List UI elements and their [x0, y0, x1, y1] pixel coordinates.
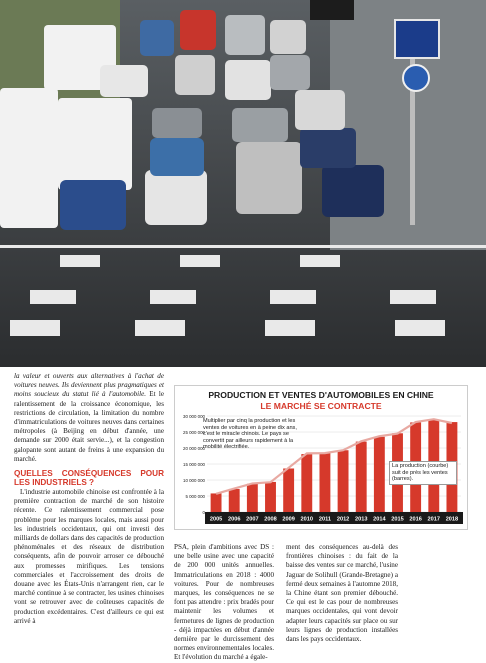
x-tick-label: 2011	[318, 516, 331, 523]
article-column-2	[174, 543, 274, 663]
bar-ventes	[338, 450, 349, 512]
x-tick-label: 2012	[336, 516, 350, 523]
sales-chart-box	[174, 385, 468, 530]
x-tick-label: 2018	[445, 516, 459, 523]
x-tick-label: 2016	[409, 516, 422, 523]
x-tick-label: 2007	[246, 516, 259, 523]
article-paragraph-3: ment des conséquences au-delà des frontières chinoises : du fait de la baisse des ventes sur ce marché, l'usine Jaguar de Solihull (Grande-Bretagne) a fermé deux semaines à l'automne 2018, la Chine étant son premier débouché. Ce qui est le cas pour de nombreuses marques occidentales, qui vont devoir adapter leurs capacités sur place ou sur leurs lignes de production installées dans les pays occidentaux.	[286, 543, 398, 644]
bar-ventes	[247, 484, 258, 512]
x-tick-label: 2008	[264, 516, 277, 523]
y-tick-label: 30 000 000	[183, 414, 205, 419]
y-tick-label: 15 000 000	[183, 462, 205, 467]
x-tick-label: 2015	[391, 516, 404, 523]
x-tick-label: 2010	[300, 516, 314, 523]
y-tick-label: 20 000 000	[183, 446, 205, 451]
article-paragraph: L'industrie automobile chinoise est confrontée à la première contraction de marché de son histoire récente. Ce ralentissement commercial pose problème pour les marques locales, mais aussi pour les industriels occidentaux, qui ont investi des milliards de dollars dans des capacités de production phénoménales et des réseaux de distribution conséquents, afin de pouvoir arroser ce débouché aux promesses mirifiques. Les tensions commerciales et l'accroissement des droits de douane avec les États-Unis n'arrangent rien, car le marché continue à se contracter, les usines chinoises vont se retrouver avec de coûteuses capacités de production excédentaires. C'est d'ailleurs ce qui est arrivé à	[14, 488, 164, 625]
x-tick-label: 2017	[427, 516, 441, 523]
x-tick-label: 2009	[282, 516, 295, 523]
section-heading: QUELLES CONSÉQUENCES POUR LES INDUSTRIELS ?	[14, 469, 164, 488]
x-tick-label: 2013	[354, 516, 368, 523]
chart-subtitle: LE MARCHÉ SE CONTRACTE	[260, 401, 382, 411]
bar-ventes	[211, 493, 222, 512]
bar-ventes	[319, 453, 330, 512]
bar-ventes	[356, 442, 367, 512]
article-lead-rest: Et le ralentissement de la croissance économique, les restrictions de circulation, la limitation du nombre d'immatriculations de voitures neuves dans certaines métropoles (à Beijing en début d'année, une demande sur 2000 était servie...), et la congestion galopante sont autant de freins à une expansion du marché.	[14, 390, 164, 463]
x-axis-band	[202, 510, 463, 524]
article-column-1	[14, 372, 164, 626]
bar-ventes	[374, 437, 385, 512]
article-paragraph-2: PSA, plein d'ambitions avec DS : une belle usine avec une capacité de 200 000 unités annuelles. Immatriculations en 2018 : 4000 voitures. Pour de nombreuses marques, les conséquences ne se font pas attendre : prix bradés pour maintenir les volumes et fermetures de lignes de production - déjà impactées en début d'année dernière par le durcissement des normes environnementales locales. Et l'évolution du marché a égale-	[174, 543, 274, 662]
article-lead	[14, 372, 164, 464]
bar-ventes	[229, 489, 240, 512]
article-lead-italic: la valeur et ouverts aux alternatives à l'achat de voitures neuves. Ils deviennent plus pragmatiques et moins soucieux du statut lié à l'automobile.	[14, 372, 164, 399]
bar-ventes	[283, 468, 294, 512]
bar-ventes	[301, 454, 312, 512]
x-tick-label: 2014	[373, 516, 386, 523]
bar-ventes	[265, 482, 276, 512]
y-tick-label: 5 000 000	[185, 494, 205, 499]
x-tick-label: 2006	[227, 516, 241, 523]
chart-legend-note: La production (courbe) suit de près les ventes (barres).	[389, 461, 457, 485]
y-tick-label: 10 000 000	[183, 478, 205, 483]
x-tick-label: 2005	[209, 516, 223, 523]
y-tick-label: 25 000 000	[183, 430, 205, 435]
chart-annotation: Multiplier par cinq la production et les ventes de voitures en à peine dix ans, c'est le miracle chinois. Le pays se convertit par ailleurs rapidement à la mobilité électrifiée.	[203, 418, 297, 451]
chart-title: PRODUCTION ET VENTES D'AUTOMOBILES EN CHINE	[208, 390, 434, 400]
article-column-3	[286, 543, 398, 644]
y-tick-label: 0	[202, 510, 205, 515]
